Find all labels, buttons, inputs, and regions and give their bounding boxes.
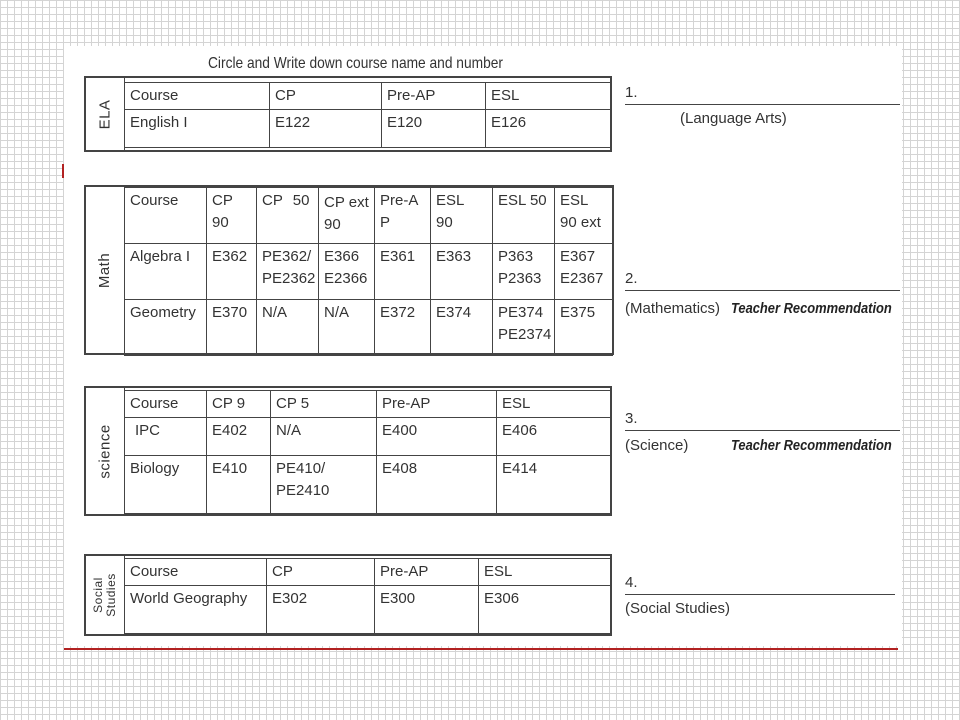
ela-table	[124, 82, 611, 148]
course-number-cell[interactable]: E406	[497, 418, 611, 456]
science-answer-caption: (Science)	[625, 437, 689, 454]
course-number-cell[interactable]: E375	[555, 300, 613, 356]
course-number-cell[interactable]: E362	[207, 244, 257, 300]
course-name-cell: Biology	[125, 456, 207, 514]
course-number-cell[interactable]: E122	[270, 110, 382, 148]
course-number-cell[interactable]: N/A	[319, 300, 375, 356]
course-number-cell[interactable]: PE410/ PE2410	[271, 456, 377, 514]
math-col-preap: Pre-AP	[375, 188, 431, 244]
social-studies-table	[124, 558, 611, 634]
math-block	[84, 185, 614, 355]
science-table	[124, 390, 611, 514]
science-col-esl: ESL	[497, 391, 611, 418]
social-studies-col-cp: CP	[267, 559, 375, 586]
course-number-cell[interactable]: PE374 PE2374	[493, 300, 555, 356]
science-answer-line[interactable]: 3.	[625, 408, 900, 431]
social-studies-col-preap: Pre-AP	[375, 559, 479, 586]
math-teacher-recommendation: Teacher Recommendation	[731, 300, 892, 317]
math-col-esl50: ESL 50	[493, 188, 555, 244]
course-number-cell[interactable]: PE362/ PE2362	[257, 244, 319, 300]
math-col-course: Course	[125, 188, 207, 244]
course-name-cell: Algebra I	[125, 244, 207, 300]
science-col-preap: Pre-AP	[377, 391, 497, 418]
course-number-cell[interactable]: E402	[207, 418, 271, 456]
math-col-esl90ext: ESL 90 ext	[555, 188, 613, 244]
course-number-cell[interactable]: E408	[377, 456, 497, 514]
course-number-cell[interactable]: E374	[431, 300, 493, 356]
math-answer-line[interactable]: 2.	[625, 268, 900, 291]
ela-answer-line[interactable]: 1.	[625, 82, 900, 105]
science-col-cp5: CP 5	[271, 391, 377, 418]
social-studies-answer-caption: (Social Studies)	[625, 600, 731, 617]
social-studies-col-course: Course	[125, 559, 267, 586]
ela-col-course: Course	[125, 83, 270, 110]
science-row-biology	[125, 456, 611, 514]
course-number-cell[interactable]: N/A	[257, 300, 319, 356]
course-number-cell[interactable]: E367 E2367	[555, 244, 613, 300]
math-table	[124, 187, 613, 356]
course-number-cell[interactable]: E414	[497, 456, 611, 514]
ela-col-preap: Pre-AP	[382, 83, 486, 110]
course-name-cell: English I	[125, 110, 270, 148]
science-side-label: science	[86, 388, 125, 514]
science-row-ipc	[125, 418, 611, 456]
social-studies-col-esl: ESL	[479, 559, 611, 586]
margin-mark	[62, 164, 64, 178]
social-studies-header-row	[125, 559, 611, 586]
ela-col-esl: ESL	[486, 83, 611, 110]
course-number-cell[interactable]: E306	[479, 586, 611, 634]
ela-header-row	[125, 83, 611, 110]
math-row-geometry	[125, 300, 613, 356]
science-header-row	[125, 391, 611, 418]
course-number-cell[interactable]: N/A	[271, 418, 377, 456]
math-col-esl90: ESL 90	[431, 188, 493, 244]
math-col-cp50: CP 50	[257, 188, 319, 244]
course-number-cell[interactable]: E302	[267, 586, 375, 634]
social-studies-block	[84, 554, 612, 636]
social-studies-row-world-geography	[125, 586, 611, 634]
course-number-cell[interactable]: E372	[375, 300, 431, 356]
science-teacher-recommendation: Teacher Recommendation	[731, 437, 892, 454]
math-row-algebra	[125, 244, 613, 300]
course-name-cell: World Geography	[125, 586, 267, 634]
social-studies-answer-line[interactable]: 4.	[625, 572, 895, 595]
science-col-course: Course	[125, 391, 207, 418]
course-name-cell: Geometry	[125, 300, 207, 356]
course-number-cell[interactable]: E400	[377, 418, 497, 456]
ela-answer-caption: (Language Arts)	[680, 110, 787, 127]
science-block	[84, 386, 612, 516]
course-number-cell[interactable]: E370	[207, 300, 257, 356]
form-title: Circle and Write down course name and number	[208, 55, 503, 72]
math-header-row	[125, 188, 613, 244]
ela-row-english	[125, 110, 611, 148]
course-number-cell[interactable]: P363 P2363	[493, 244, 555, 300]
ela-side-label: ELA	[86, 78, 125, 150]
footer-rule	[64, 648, 898, 650]
ela-block	[84, 76, 612, 152]
science-col-cp9: CP 9	[207, 391, 271, 418]
course-number-cell[interactable]: E120	[382, 110, 486, 148]
math-answer-caption: (Mathematics)	[625, 300, 721, 317]
social-studies-side-label: Social Studies	[86, 556, 125, 634]
math-col-cp90: CP 90	[207, 188, 257, 244]
course-name-cell: IPC	[125, 418, 207, 456]
math-col-cpext90: CP ext 90	[319, 188, 375, 244]
course-number-cell[interactable]: E300	[375, 586, 479, 634]
course-number-cell[interactable]: E410	[207, 456, 271, 514]
course-number-cell[interactable]: E361	[375, 244, 431, 300]
ela-col-cp: CP	[270, 83, 382, 110]
math-side-label: Math	[86, 187, 125, 353]
course-number-cell[interactable]: E126	[486, 110, 611, 148]
course-number-cell[interactable]: E363	[431, 244, 493, 300]
course-number-cell[interactable]: E366 E2366	[319, 244, 375, 300]
